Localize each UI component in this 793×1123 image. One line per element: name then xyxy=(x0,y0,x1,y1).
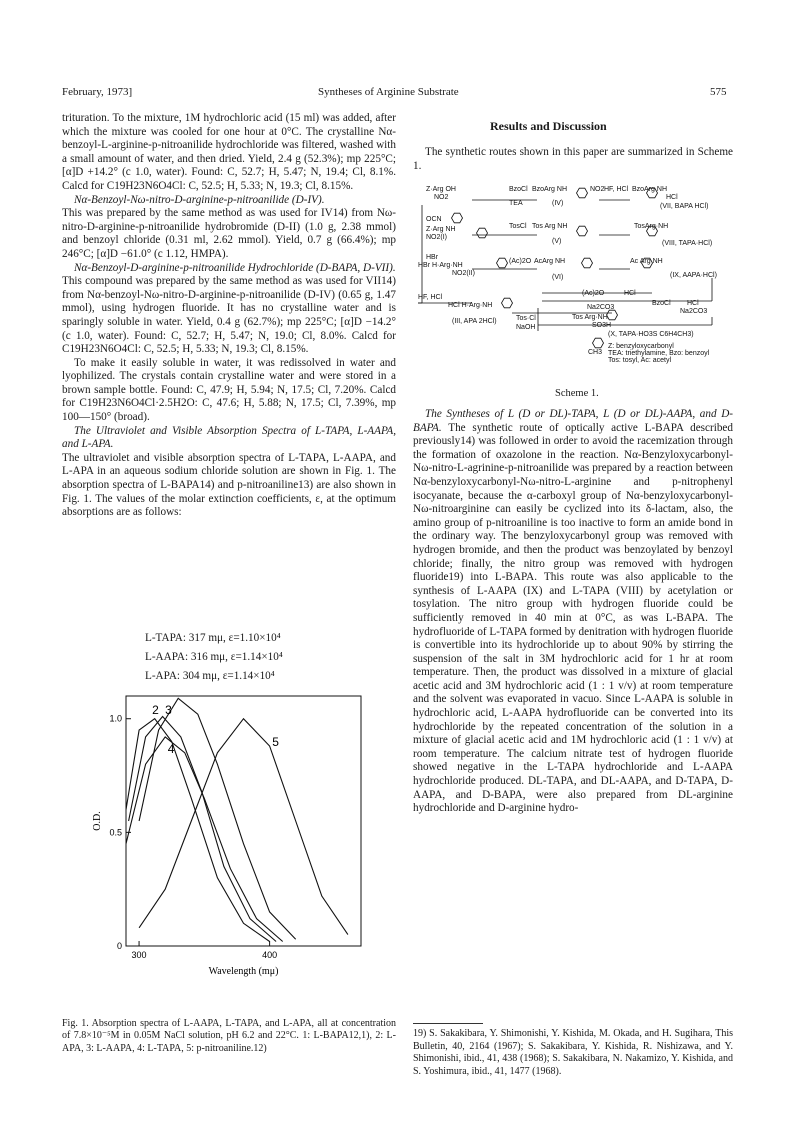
page-number: 575 xyxy=(710,86,727,98)
scheme-label: HF, HCl xyxy=(418,294,443,301)
subheading: The Ultraviolet and Visible Absorption Spectra of L-TAPA, L-AAPA, and L-APA. xyxy=(62,424,396,451)
scheme-label: Ac Arg NH xyxy=(630,258,663,265)
running-title: Syntheses of Arginine Substrate xyxy=(318,86,459,98)
subheading: The Syntheses of L (D or DL)-TAPA, L (D or DL)-AAPA, and D-BAPA. xyxy=(413,408,733,434)
subheading: Nα-Benzoyl-D-arginine-p-nitroanilide Hydrochloride (D-BAPA, D-VII). xyxy=(74,261,396,274)
paragraph: This compound was prepared by the same method as was used for VII14) from Nα-benzoyl-Nω-nitro-D-arginine-p-nitroanilide (D-IV) (0.65 g, 1.47 mmol), using hydrogen fluoride. It has no crystalline water and is sparingly soluble in water. Yield, 0.4 g (62.7%); mp 225°C; [α]D −14.2° (c 1.0, water). Found: C, 52.7; H, 5.47; N, 19.0; Cl, 8.0%. Calcd for C19H23N6O4Cl: C, 52.5; H, 5.33; N, 19.3; Cl, 8.15%. xyxy=(62,275,396,356)
series-label-5: 5 xyxy=(272,735,279,749)
absorption-chart xyxy=(86,690,386,1010)
series-label-3: 3 xyxy=(165,703,172,718)
scheme-label: (Ac)2O xyxy=(509,258,532,265)
equation: L-AAPA: 316 mμ, ε=1.14×10⁴ xyxy=(145,651,283,663)
scheme-label: NO2(II) xyxy=(452,270,475,277)
scheme-label: BzoCl xyxy=(652,300,671,307)
scheme-label: HCl xyxy=(687,300,699,307)
series-line-3 xyxy=(129,717,277,942)
scheme-label: NO2 xyxy=(434,194,449,201)
left-column xyxy=(62,112,396,520)
scheme-label: Tos Arg NH xyxy=(532,223,568,230)
benzene-ring xyxy=(497,258,508,268)
scheme-label: (VII, BAPA HCl) xyxy=(660,203,709,210)
right-column xyxy=(413,408,733,816)
scheme-label: OCN xyxy=(426,216,442,223)
equation: L-TAPA: 317 mμ, ε=1.10×10⁴ xyxy=(145,632,281,644)
scheme-label: HCl H·Arg·NH xyxy=(448,302,493,309)
y-axis-label: O.D. xyxy=(92,811,103,831)
paragraph: The ultraviolet and visible absorption spectra of L-TAPA, L-AAPA, and L-APA in an aqueous sodium chloride solution are shown in Fig. 1. The absorption spectra of L-BAPA14) and p-nitroaniline13) are also shown in Fig. 1. The values of the molar extinction coefficients, ε, at the optimum absorptions are as follows: xyxy=(62,451,396,519)
series-label-4: 4 xyxy=(167,741,175,756)
series-line-2 xyxy=(126,719,270,942)
references: 19) S. Sakakibara, Y. Shimonishi, Y. Kishida, M. Okada, and H. Sugihara, This Bulletin, 40, 2164 (1967); S. Sakakibara, Y. Kishida, R. Nishizawa, and Y. Shimonishi, ibid., 41, 438 (1968); S. Sakakibara, N. Nakamizo, Y. Kishida, and S. Yoshimura, ibid., 41, 1477 (1968). xyxy=(413,1028,733,1077)
scheme-label: Z: benzyloxycarbonyl xyxy=(608,343,674,350)
scheme-label: Na2CO3 xyxy=(680,308,708,315)
scheme-label: HCl xyxy=(624,290,636,297)
plot-frame xyxy=(126,696,361,946)
benzene-ring xyxy=(577,188,588,198)
benzene-ring xyxy=(582,258,593,268)
x-tick-label: 300 xyxy=(131,950,147,960)
scheme-label: Tos Arg·NH xyxy=(572,314,608,321)
scheme-label: TEA xyxy=(509,200,523,207)
scheme-label: HBr H·Arg·NH xyxy=(418,262,463,269)
scheme-label: (IV) xyxy=(552,200,564,207)
series-label-2: 2 xyxy=(152,703,159,718)
scheme-label: (VI) xyxy=(552,274,564,281)
paragraph: The synthetic routes shown in this paper are summarized in Scheme 1. xyxy=(413,146,733,172)
scheme-label: NaOH xyxy=(516,324,536,331)
scheme-label: (V) xyxy=(552,238,562,245)
scheme-label: TosArg·NH xyxy=(634,223,669,230)
y-tick-label: 0 xyxy=(116,941,122,951)
benzene-ring xyxy=(477,228,488,238)
benzene-ring xyxy=(577,226,588,236)
scheme-label: Tos: tosyl, Ac: acetyl xyxy=(608,357,672,364)
scheme-label: SO3H xyxy=(592,322,612,329)
scheme-label: Tos·Cl xyxy=(516,315,536,322)
paragraph: trituration. To the mixture, 1M hydrochloric acid (15 ml) was added, after which the mixture was cooled for one hour at 0°C. The crystalline Nα-benzoyl-L-arginine-p-nitroanilide hydrochloride was filtered, washed with a small amount of water, and then dried. Yield, 2.4 g (52.3%); mp 225°C; [α]D +14.2° (c 1.0, water). Found: C, 52.7; H, 5.47; N, 19.4; Cl, 8.1%. Calcd for C19H23N6O4Cl: C, 52.5; H, 5.33; N, 19.3; Cl, 8.15%. xyxy=(62,112,396,192)
scheme-label: TEA: triethylamine, Bzo: benzoyl xyxy=(608,350,710,357)
paragraph xyxy=(413,408,733,816)
benzene-ring xyxy=(452,213,463,223)
scheme-label: HBr xyxy=(426,254,439,261)
scheme-label: (VIII, TAPA·HCl) xyxy=(662,240,713,247)
paragraph-body: The synthetic route of optically active L-BAPA described previously14) was followed in order to avoid the racemization through the formation of oxazolone in the reaction. Nα-Benzyloxycarbonyl-Nω-nitro-L-agrinine-p-nitroanilide was prepared by a reaction between Nα-benzyloxycarbonyl-Nω-nitro-L-arginine and p-nitrophenyl isocyanate, because the α-carboxyl group of Nα-benzyloxycarbonyl-Nω-nitroarginine can easily be cyclized into its δ-lactam, also, the amino group of p-nitroaniline is too inactive to form an amide bond in the ordinary way. The benzyloxycarbonyl group was removed with hydrogen bromide, and then the product was benzoylated by benzoyl chloride; finally, the nitro group was removed with hydrogen fluoride19) into L-BAPA. This route was also applicable to the synthesis of L-AAPA (IX) and L-TAPA (VIII) by acetylation or tosylation. The nitro group with hydrogen fluoride could be sufficiently removed in 40 min at 0°C, as was L-BAPA. The hydrofluoride of L-TAPA formed by denitration with hydrogen fluoride is convertible into its hydrochloride up to about 90% by stirring the suspension of the salt in 3M hydrochloric acid for 1 hr at room temperature. Then, the product was dissolved in a mixture of glacial acetic acid and 3M hydrochloric acid (1 : 1 v/v) at room temperature and the solvent was evaporated in vacuo. Since L-AAPA is soluble in hydrochloric acid, L-AAPA hydrofluoride can be converted into its hydrochloride by the repeated concentration of the solution in a mixture of glacial acetic acid and 1M hydrochloric acid (1 : 1 v/v) at room temperature. The calcium nitrate test of hydrogen fluoride showed negative in the L-TAPA hydrochloride and L-AAPA hydrochloride produced. DL-TAPA, and DL-AAPA, and D-TAPA, D-AAPA, and D-BAPA, were also prepared from DL-arginine hydrochloride and D-arginine hydro- xyxy=(413,421,733,815)
section-title: Results and Discussion xyxy=(490,119,607,133)
scheme-label: CH3 xyxy=(588,349,603,356)
benzene-ring xyxy=(607,310,618,320)
equation: L-APA: 304 mμ, ε=1.14×10⁴ xyxy=(145,670,275,682)
y-tick-label: 1.0 xyxy=(109,713,122,724)
y-tick-label: 0.5 xyxy=(109,827,122,838)
synthesis-scheme xyxy=(412,183,736,383)
scheme-label: TosCl xyxy=(509,223,527,230)
paragraph: To make it easily soluble in water, it was redissolved in water and lyophilized. The crystals contain crystalline water and were stored in a brown sample bottle. Found: C, 47.9; H, 5.94; N, 17.5; Cl, 7.20%. Calcd for C19H23N6O4Cl·2.5H2O: C, 47.6; H, 5.88; N, 17.5; Cl, 7.39%, mp 100—150° (broad). xyxy=(62,356,396,424)
x-tick-label: 400 xyxy=(262,950,278,960)
scheme-label: NO2(I) xyxy=(426,234,447,241)
scheme-label: (III, APA 2HCl) xyxy=(452,318,497,325)
scheme-label: Z·Arg NH xyxy=(426,226,456,233)
paragraph: This was prepared by the same method as was used for IV14) from Nω-nitro-D-arginine-p-nitroanilide hydrobromide (D-II) (1.0 g, 2.38 mmol) and benzoyl chloride (0.31 ml, 2.62 mmol). Yield, 0.7 g (66.4%); mp 246°C; [α]D −61.0° (c 1.12, HMPA). xyxy=(62,207,396,260)
scheme-label: BzoArg NH xyxy=(532,186,568,193)
scheme-label: NO2 xyxy=(590,186,605,193)
scheme-label: BzoCl xyxy=(509,186,528,193)
scheme-label: (X, TAPA·HO3S C6H4CH3) xyxy=(608,331,694,338)
header-left: February, 1973] xyxy=(62,86,133,98)
scheme-label: Z·Arg OH xyxy=(426,186,456,193)
benzene-ring xyxy=(502,298,513,308)
x-axis-label: Wavelength (mμ) xyxy=(208,966,279,977)
subheading: Nα-Benzoyl-Nω-nitro-D-arginine-p-nitroanilide (D-IV). xyxy=(74,193,325,206)
benzene-ring xyxy=(593,338,604,348)
scheme-label: AcArg NH xyxy=(534,258,566,265)
figure-caption: Fig. 1. Absorption spectra of L-AAPA, L-TAPA, and L-APA, all at concentration of 7.8×10⁻⁵M in 0.05M NaCl solution, pH 6.2 and 22°C. 1: L-BAPA12,1), 2: L-APA, 3: L-AAPA, 4: L-TAPA, 5: p-nitroaniline.12) xyxy=(62,1018,396,1054)
scheme-label: HF, HCl xyxy=(604,186,629,193)
footnote-rule xyxy=(413,1023,483,1024)
scheme-caption: Scheme 1. xyxy=(555,388,599,399)
scheme-label: BzoArg NH xyxy=(632,186,668,193)
scheme-label: HCl xyxy=(666,194,678,201)
scheme-label: (IX, AAPA·HCl) xyxy=(670,272,717,279)
scheme-label: Na2CO3 xyxy=(587,304,615,311)
scheme-label: (Ac)2O xyxy=(582,290,605,297)
